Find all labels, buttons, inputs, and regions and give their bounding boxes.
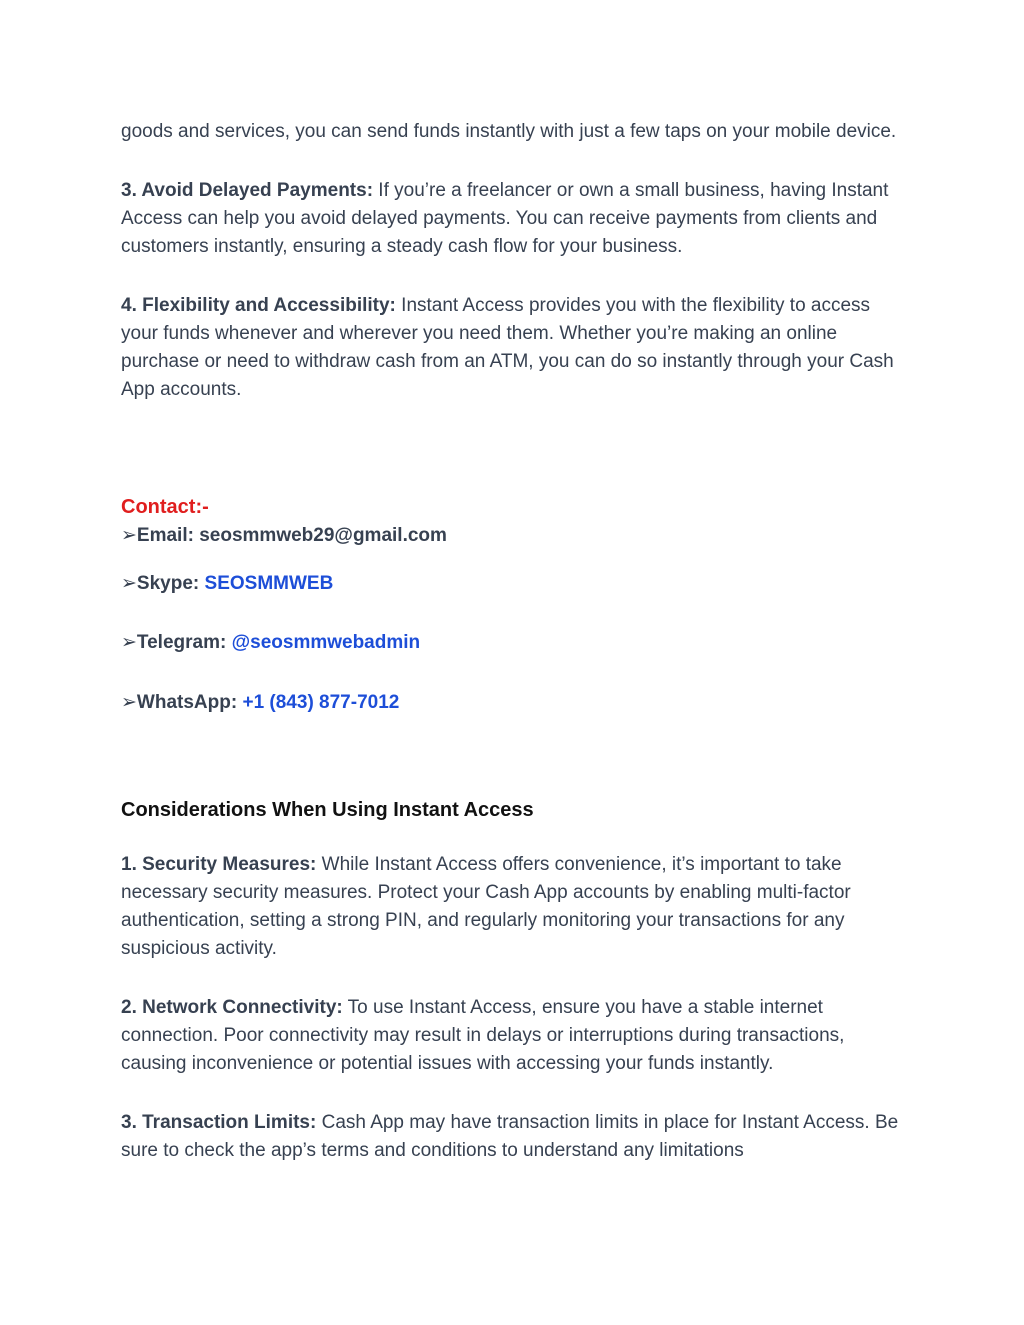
- consideration-body: To use Instant Access, ensure you have a stable internet connection. Poor connectivity may result in delays or interruptions during transactions, causing inconvenience or potential issues with accessing your funds instantly.: [121, 997, 845, 1074]
- consideration-body: Cash App may have transaction limits in place for Instant Access. Be sure to check the app’s terms and conditions to understand any limitations: [121, 1112, 899, 1161]
- contact-whatsapp-label: WhatsApp:: [136, 692, 243, 713]
- benefit-flexibility-accessibility: [121, 292, 911, 404]
- benefit-body: Instant Access provides you with the flexibility to access your funds whenever and wherever you need them. Whether you’re making an online purchase or need to withdraw cash from an ATM, you can do so instantly through your Cash App accounts.: [121, 295, 894, 400]
- whatsapp-link[interactable]: +1 (843) 877-7012: [242, 692, 400, 713]
- contact-email: [121, 522, 911, 550]
- arrow-icon: ➢: [121, 525, 137, 546]
- consideration-security-measures: [121, 851, 911, 963]
- contact-skype-label: Skype:: [136, 573, 205, 594]
- contact-telegram-label: Telegram:: [136, 632, 232, 653]
- benefit-title: 4. Flexibility and Accessibility:: [121, 295, 396, 316]
- benefit-avoid-delayed-payments: [121, 177, 911, 261]
- consideration-network-connectivity: [121, 994, 911, 1078]
- contact-whatsapp: [121, 689, 911, 717]
- contact-skype: [121, 570, 911, 598]
- contact-email-value[interactable]: seosmmweb29@gmail.com: [199, 525, 447, 546]
- arrow-icon: ➢: [121, 692, 137, 713]
- consideration-title: 3. Transaction Limits:: [121, 1112, 317, 1133]
- benefit-body: If you’re a freelancer or own a small business, having Instant Access can help you avoid delayed payments. You can receive payments from clients and customers instantly, ensuring a steady cash flow for your business.: [121, 180, 889, 257]
- arrow-icon: ➢: [121, 573, 137, 594]
- consideration-title: 2. Network Connectivity:: [121, 997, 343, 1018]
- arrow-icon: ➢: [121, 632, 137, 653]
- document-page: [121, 118, 911, 1165]
- skype-link[interactable]: SEOSMMWEB: [204, 573, 334, 594]
- consideration-body: While Instant Access offers convenience, it’s important to take necessary security measures. Protect your Cash App accounts by enabling multi-factor authentication, setting a strong PIN, and regularly monitoring your transactions for any suspicious activity.: [121, 854, 851, 959]
- consideration-title: 1. Security Measures:: [121, 854, 317, 875]
- telegram-link[interactable]: @seosmmwebadmin: [231, 632, 421, 653]
- benefit-title: 3. Avoid Delayed Payments:: [121, 180, 374, 201]
- considerations-heading: Considerations When Using Instant Access: [121, 799, 534, 821]
- contact-telegram: [121, 629, 911, 657]
- contact-heading: Contact:-: [121, 496, 209, 518]
- intro-paragraph: goods and services, you can send funds instantly with just a few taps on your mobile device.: [121, 121, 897, 142]
- contact-email-label: Email:: [136, 525, 200, 546]
- consideration-transaction-limits: [121, 1109, 911, 1165]
